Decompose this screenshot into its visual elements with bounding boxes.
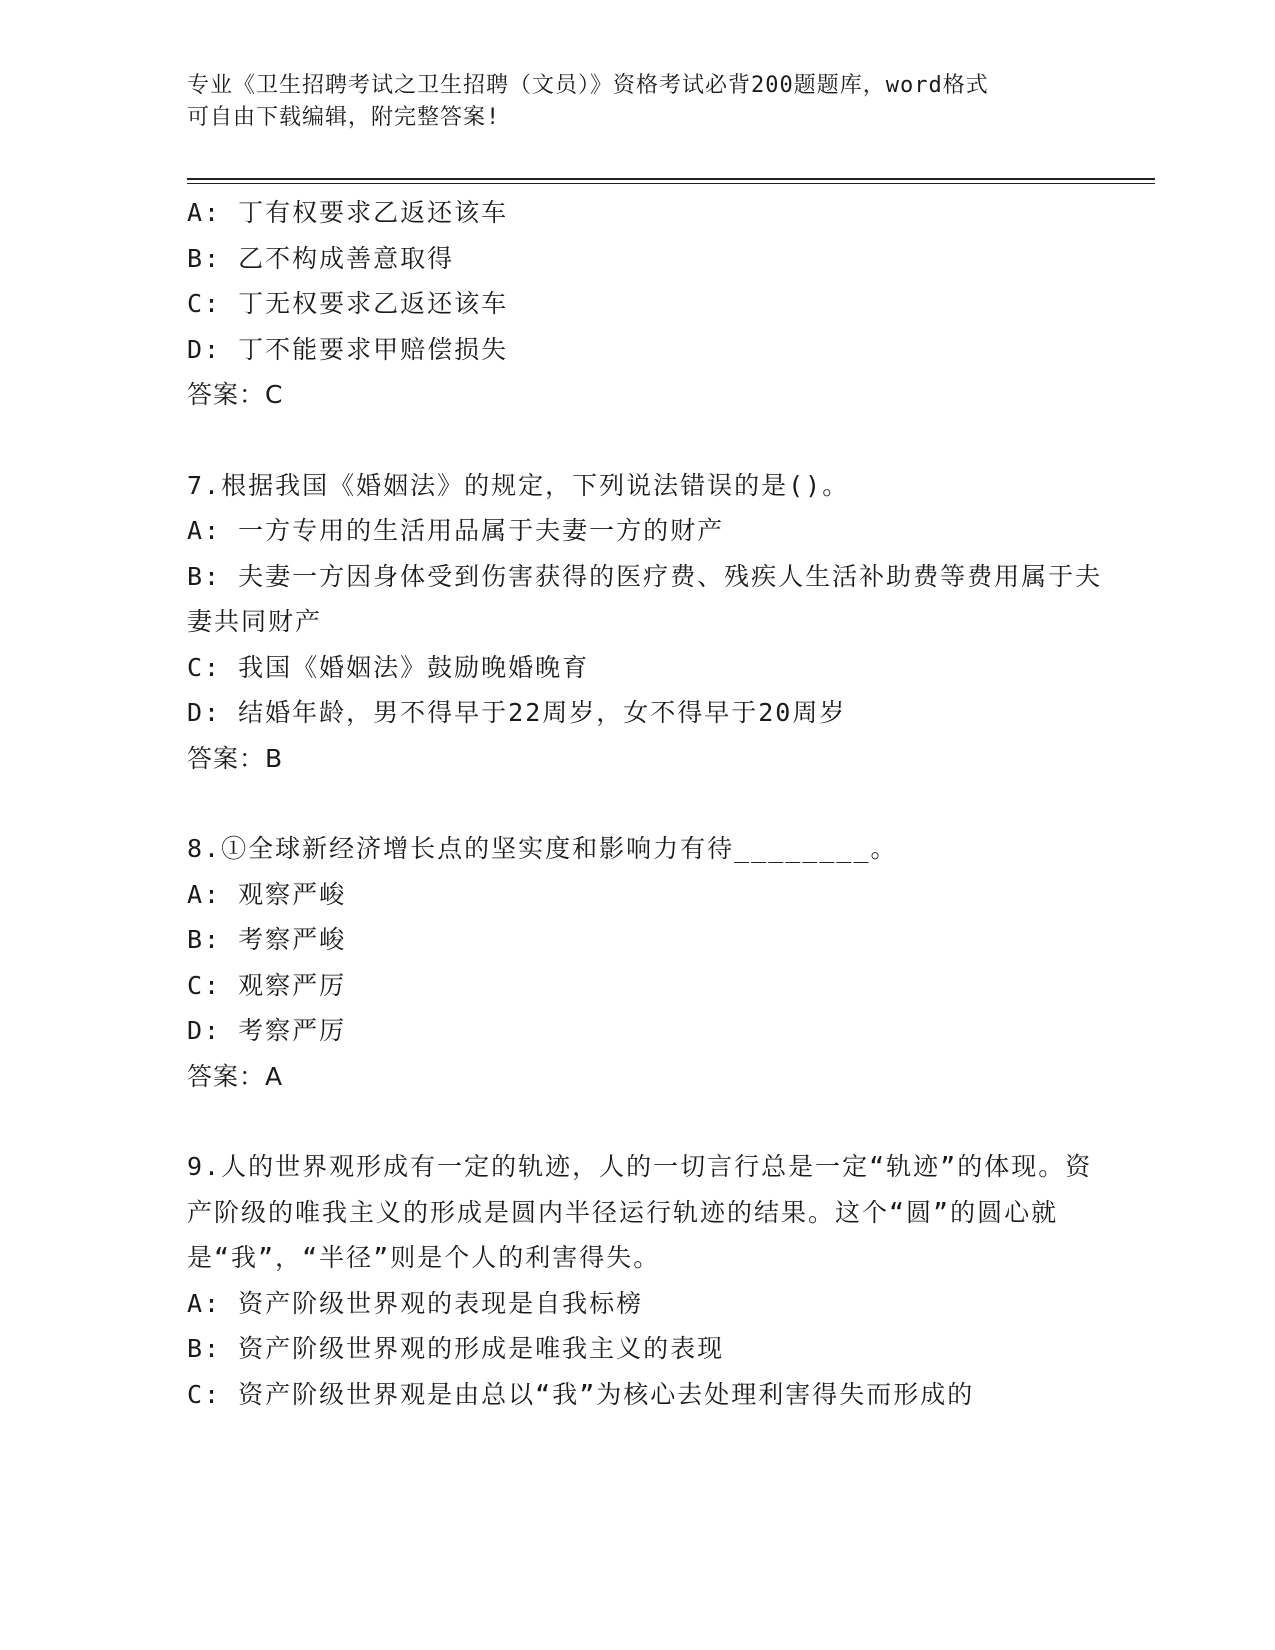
document-body xyxy=(187,190,1107,1417)
option-b: B: 资产阶级世界观的形成是唯我主义的表现 xyxy=(187,1334,725,1363)
question-stem: 7.根据我国《婚姻法》的规定，下列说法错误的是()。 xyxy=(187,470,850,500)
option-c: C: 我国《婚姻法》鼓励晚婚晚育 xyxy=(187,652,590,682)
option-a: A: 丁有权要求乙返还该车 xyxy=(187,198,509,227)
header-rule-thick xyxy=(187,178,1155,180)
option-d: D: 丁不能要求甲赔偿损失 xyxy=(187,334,509,364)
answer: 答案：B xyxy=(187,743,284,773)
question-6 xyxy=(187,190,1107,418)
question-8 xyxy=(187,826,1107,1099)
option-b: B: 乙不构成善意取得 xyxy=(187,243,455,273)
option-a: A: 一方专用的生活用品属于夫妻一方的财产 xyxy=(187,516,725,545)
question-9 xyxy=(187,1144,1107,1417)
option-c: C: 观察严厉 xyxy=(187,970,347,1000)
option-a: A: 观察严峻 xyxy=(187,879,347,909)
question-stem: 9.人的世界观形成有一定的轨迹，人的一切言行总是一定“轨迹”的体现。资产阶级的唯我主义的形成是圆内半径运行轨迹的结果。这个“圆”的圆心就是“我”，“半径”则是个人的利害得失。 xyxy=(187,1152,1093,1272)
header-line-2: 可自由下载编辑，附完整答案! xyxy=(187,105,501,130)
option-a: A: 资产阶级世界观的表现是自我标榜 xyxy=(187,1288,644,1318)
option-d: D: 考察严厉 xyxy=(187,1016,347,1045)
document-header xyxy=(187,70,1087,134)
question-stem: 8.①全球新经济增长点的坚实度和影响力有待________。 xyxy=(187,834,898,863)
option-c: C: 丁无权要求乙返还该车 xyxy=(187,289,509,318)
question-7 xyxy=(187,463,1107,782)
answer: 答案：A xyxy=(187,1061,284,1091)
header-rule-thin xyxy=(187,183,1155,184)
answer: 答案：C xyxy=(187,380,284,409)
option-b: B: 考察严峻 xyxy=(187,925,347,954)
option-c: C: 资产阶级世界观是由总以“我”为核心去处理利害得失而形成的 xyxy=(187,1379,975,1409)
option-d: D: 结婚年龄，男不得早于22周岁，女不得早于20周岁 xyxy=(187,698,847,727)
option-b: B: 夫妻一方因身体受到伤害获得的医疗费、残疾人生活补助费等费用属于夫妻共同财产 xyxy=(187,561,1103,636)
header-line-1: 专业《卫生招聘考试之卫生招聘（文员）》资格考试必背200题题库，word格式 xyxy=(187,73,989,98)
